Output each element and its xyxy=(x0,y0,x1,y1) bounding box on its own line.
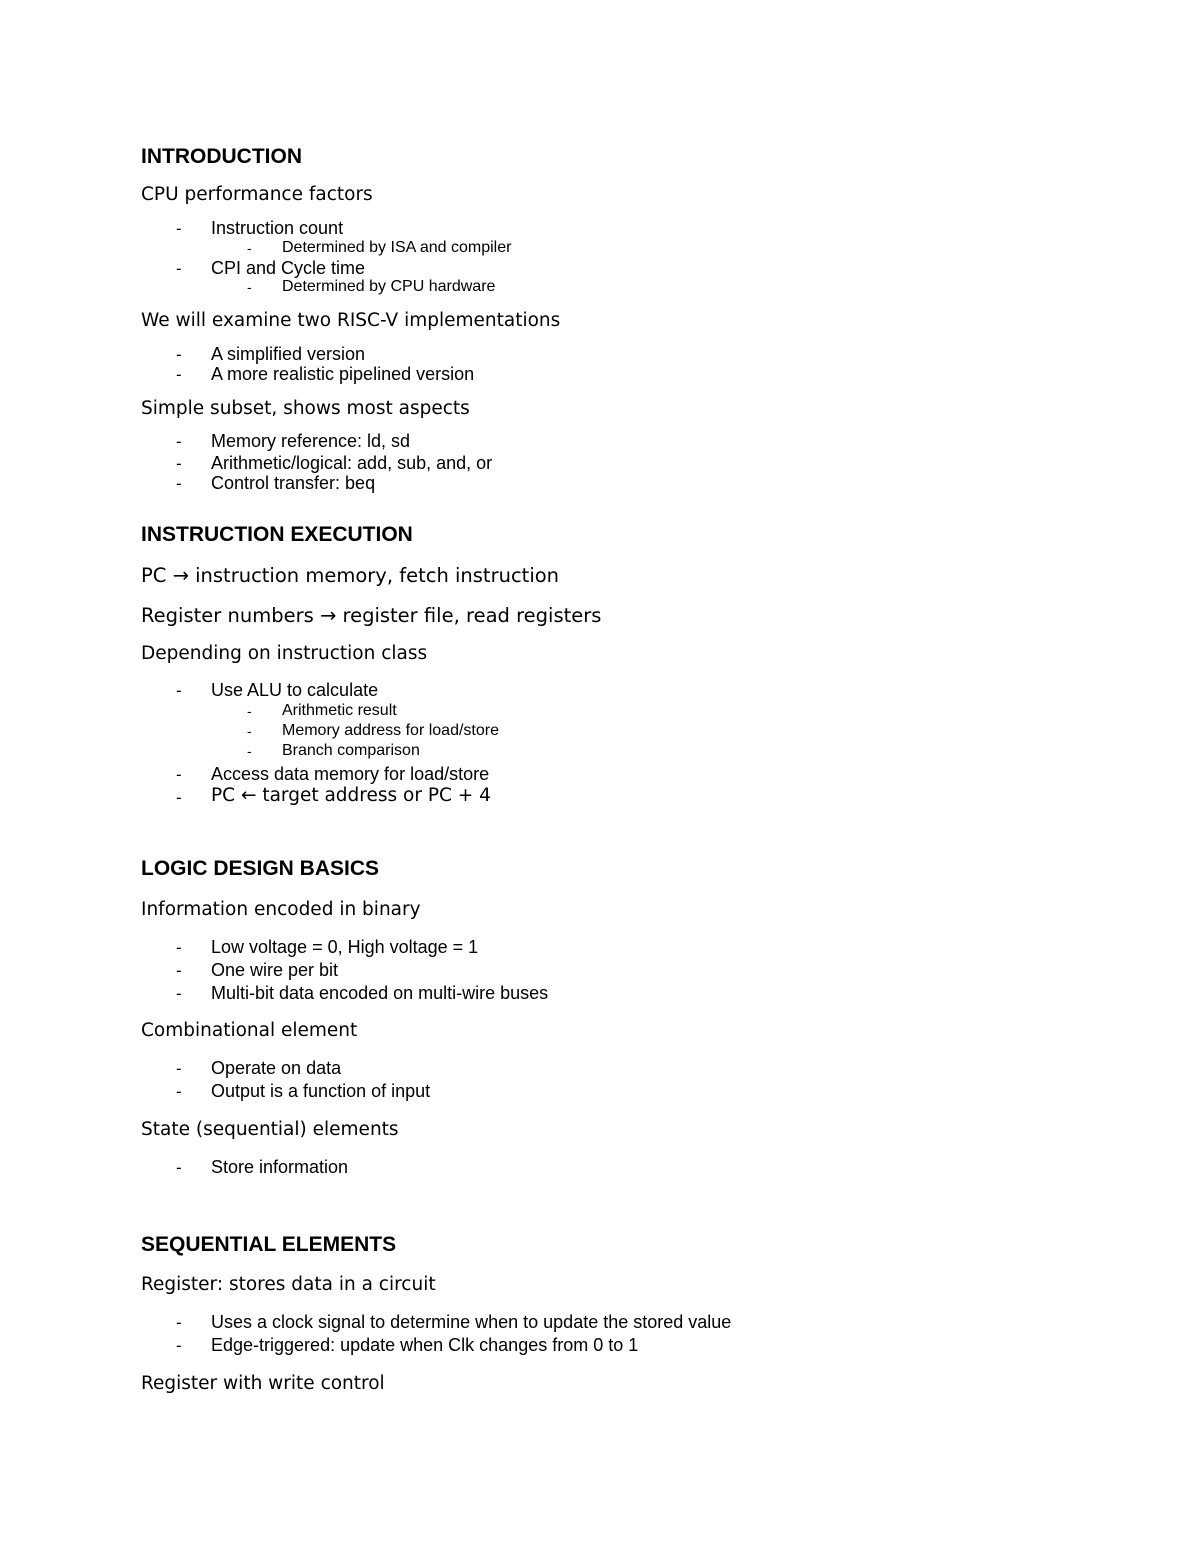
bullet-item: Access data memory for load/store xyxy=(211,764,490,784)
bullet-item: Memory reference: ld, sd xyxy=(211,431,411,451)
bullet-item: Control transfer: beq xyxy=(211,473,376,493)
bullet-item: PC ← target address or PC + 4 xyxy=(211,785,491,806)
bullet-item: Instruction count xyxy=(211,218,344,238)
bullet-item: Store information xyxy=(211,1157,349,1177)
sub-bullet-dash: - xyxy=(247,723,252,739)
register-read-paragraph: Register numbers → register file, read registers xyxy=(141,604,602,627)
bullet-item: CPI and Cycle time xyxy=(211,258,366,278)
bullet-dash: - xyxy=(176,259,182,278)
bullet-dash: - xyxy=(176,961,182,980)
sub-bullet-dash: - xyxy=(247,279,252,295)
cpu-factors-paragraph: CPU performance factors xyxy=(141,184,373,205)
pc-fetch-paragraph: PC → instruction memory, fetch instruction xyxy=(141,564,560,587)
bullet-item: Uses a clock signal to determine when to update the stored value xyxy=(211,1312,732,1332)
sub-bullet-item: Arithmetic result xyxy=(282,702,397,719)
bullet-dash: - xyxy=(176,788,182,807)
bullet-dash: - xyxy=(176,365,182,384)
bullet-item: Operate on data xyxy=(211,1058,342,1078)
logic-design-heading: LOGIC DESIGN BASICS xyxy=(141,857,380,880)
binary-paragraph: Information encoded in binary xyxy=(141,899,421,920)
bullet-item: Arithmetic/logical: add, sub, and, or xyxy=(211,453,493,473)
sub-bullet-item: Determined by CPU hardware xyxy=(282,278,496,295)
bullet-item: One wire per bit xyxy=(211,960,339,980)
bullet-dash: - xyxy=(176,432,182,451)
bullet-dash: - xyxy=(176,1336,182,1355)
bullet-dash: - xyxy=(176,984,182,1003)
bullet-item: A simplified version xyxy=(211,344,366,364)
write-control-paragraph: Register with write control xyxy=(141,1373,385,1394)
sub-bullet-dash: - xyxy=(247,240,252,256)
register-paragraph: Register: stores data in a circuit xyxy=(141,1274,436,1295)
subset-paragraph: Simple subset, shows most aspects xyxy=(141,398,470,419)
depending-paragraph: Depending on instruction class xyxy=(141,643,428,664)
introduction-heading: INTRODUCTION xyxy=(141,145,302,168)
sub-bullet-item: Determined by ISA and compiler xyxy=(282,239,512,256)
bullet-dash: - xyxy=(176,681,182,700)
riscv-paragraph: We will examine two RISC-V implementations xyxy=(141,310,561,331)
instruction-execution-heading: INSTRUCTION EXECUTION xyxy=(141,523,413,546)
bullet-item: Low voltage = 0, High voltage = 1 xyxy=(211,937,479,957)
bullet-dash: - xyxy=(176,454,182,473)
state-paragraph: State (sequential) elements xyxy=(141,1119,399,1140)
bullet-dash: - xyxy=(176,219,182,238)
sub-bullet-dash: - xyxy=(247,703,252,719)
sequential-elements-heading: SEQUENTIAL ELEMENTS xyxy=(141,1233,397,1256)
bullet-dash: - xyxy=(176,1313,182,1332)
sub-bullet-item: Branch comparison xyxy=(282,742,420,759)
bullet-dash: - xyxy=(176,474,182,493)
bullet-item: Output is a function of input xyxy=(211,1081,431,1101)
bullet-dash: - xyxy=(176,1059,182,1078)
bullet-item: Edge-triggered: update when Clk changes from 0 to 1 xyxy=(211,1335,639,1355)
bullet-dash: - xyxy=(176,345,182,364)
combinational-paragraph: Combinational element xyxy=(141,1020,358,1041)
bullet-item: Multi-bit data encoded on multi-wire buses xyxy=(211,983,549,1003)
bullet-dash: - xyxy=(176,1158,182,1177)
bullet-item: Use ALU to calculate xyxy=(211,680,379,700)
bullet-dash: - xyxy=(176,1082,182,1101)
sub-bullet-dash: - xyxy=(247,743,252,759)
bullet-dash: - xyxy=(176,938,182,957)
bullet-item: A more realistic pipelined version xyxy=(211,364,475,384)
sub-bullet-item: Memory address for load/store xyxy=(282,722,499,739)
bullet-dash: - xyxy=(176,765,182,784)
